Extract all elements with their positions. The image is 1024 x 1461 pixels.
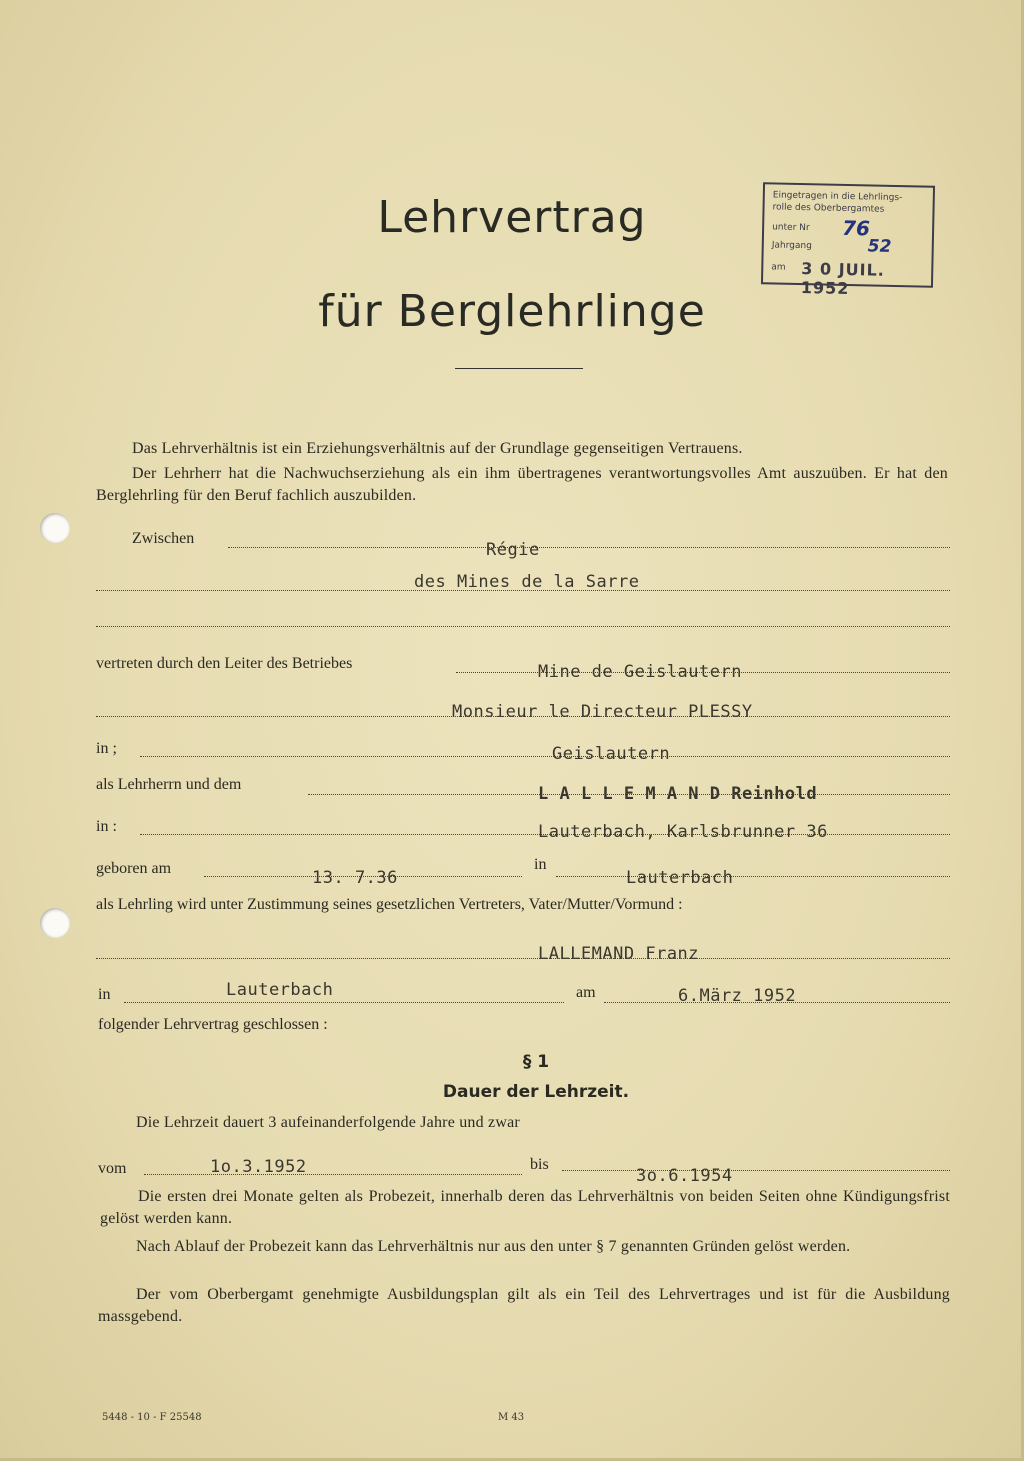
footer-form-number: 5448 - 10 - F 25548 (102, 1412, 202, 1423)
stamp-am-label: am (771, 262, 786, 273)
geschlossen-label: folgender Lehrvertrag geschlossen : (98, 1016, 328, 1033)
in3-value: Lauterbach (226, 980, 334, 1000)
am-label: am (576, 984, 596, 1001)
section-1-paragraph-3: Nach Ablauf der Probezeit kann das Lehrverhältnis nur aus den unter § 7 genannten Gründen gelöst werden. (136, 1238, 851, 1255)
in2-label: in : (96, 818, 117, 835)
employer-line-3-dots (96, 626, 950, 627)
stamp-unter-nr-value: 76 (841, 215, 871, 241)
am-value: 6.März 1952 (678, 986, 797, 1006)
employer-line-2-dots (96, 590, 950, 591)
title-line-2: für Berglehrlinge (318, 286, 706, 337)
section-1-paragraph-4: Der vom Oberbergamt genehmigte Ausbildungsplan gilt als ein Teil des Lehrvertrages und ist für die Ausbildung massgebend. (98, 1286, 950, 1325)
in2-value: Lauterbach, Karlsbrunner 36 (538, 822, 828, 842)
stamp-line-2: rolle des Oberbergamtes (772, 202, 885, 215)
vom-value: 1o.3.1952 (210, 1157, 307, 1177)
geboren-in-line (556, 876, 950, 877)
punch-hole-top (40, 513, 70, 543)
section-1-heading: Dauer der Lehrzeit. (442, 1082, 630, 1102)
stamp-jahrgang-value: 52 (867, 236, 892, 257)
lehrherr-label: als Lehrherrn und dem (96, 776, 242, 793)
vertreter-value: LALLEMAND Franz (538, 944, 700, 964)
geboren-value: 13. 7.36 (312, 868, 398, 888)
in1-line (140, 756, 950, 757)
section-1-number: § 1 (522, 1052, 550, 1072)
bis-value: 3o.6.1954 (636, 1166, 733, 1186)
in3-label: in (98, 986, 111, 1003)
vertreten-value-1: Mine de Geislautern (538, 662, 742, 682)
geboren-label: geboren am (96, 860, 172, 877)
punch-hole-bottom (40, 908, 70, 938)
vom-line (144, 1174, 522, 1175)
vertreten-label: vertreten durch den Leiter des Betriebes (96, 655, 353, 672)
bis-line (562, 1170, 950, 1171)
registration-stamp (761, 182, 935, 299)
vertreter-label: als Lehrling wird unter Zustimmung seines gesetzlichen Vertreters, Vater/Mutter/Vormund : (96, 896, 683, 913)
section-1-paragraph-2: Die ersten drei Monate gelten als Probezeit, innerhalb deren das Lehrverhältnis von beiden Seiten ohne Kündigungsfrist gelöst werden kann. (100, 1188, 950, 1227)
in3-line (124, 1002, 564, 1003)
zwischen-line (228, 547, 950, 548)
footer-code: M 43 (498, 1412, 525, 1423)
in1-value: Geislautern (552, 744, 671, 764)
in1-label: in ; (96, 740, 117, 757)
stamp-unter-nr-label: unter Nr (772, 222, 810, 234)
vertreten-value-2: Monsieur le Directeur PLESSY (452, 702, 753, 722)
title-line-1: Lehrvertrag (377, 192, 647, 243)
geboren-in-label: in (534, 856, 547, 873)
bis-label: bis (530, 1156, 549, 1173)
stamp-jahrgang-label: Jahrgang (771, 240, 812, 252)
intro-paragraph-2: Der Lehrherr hat die Nachwuchserziehung als ein ihm übertragenes verantwortungsvolles Amt auszuüben. Er hat den Berglehrling für den Beruf fachlich auszubilden. (96, 465, 948, 504)
vom-label: vom (98, 1160, 127, 1177)
employer-line-2: des Mines de la Sarre (414, 572, 640, 592)
lehrling-name: L A L L E M A N D Reinhold (538, 784, 818, 804)
stamp-line-1: Eingetragen in die Lehrlings- (772, 190, 903, 204)
intro-paragraph-1: Das Lehrverhältnis ist ein Erziehungsverhältnis auf der Grundlage gegenseitigen Vertrauens. (132, 440, 743, 457)
section-1-paragraph-1: Die Lehrzeit dauert 3 aufeinanderfolgende Jahre und zwar (136, 1114, 520, 1131)
zwischen-label: Zwischen (132, 530, 195, 547)
title-rule (455, 368, 583, 369)
employer-line-1: Régie (486, 540, 540, 560)
vertreter-line (96, 958, 950, 959)
vertreten-line-2 (96, 716, 950, 717)
stamp-date: 3 0 JUIL. 1952 (800, 259, 886, 299)
geboren-in-value: Lauterbach (626, 868, 734, 888)
